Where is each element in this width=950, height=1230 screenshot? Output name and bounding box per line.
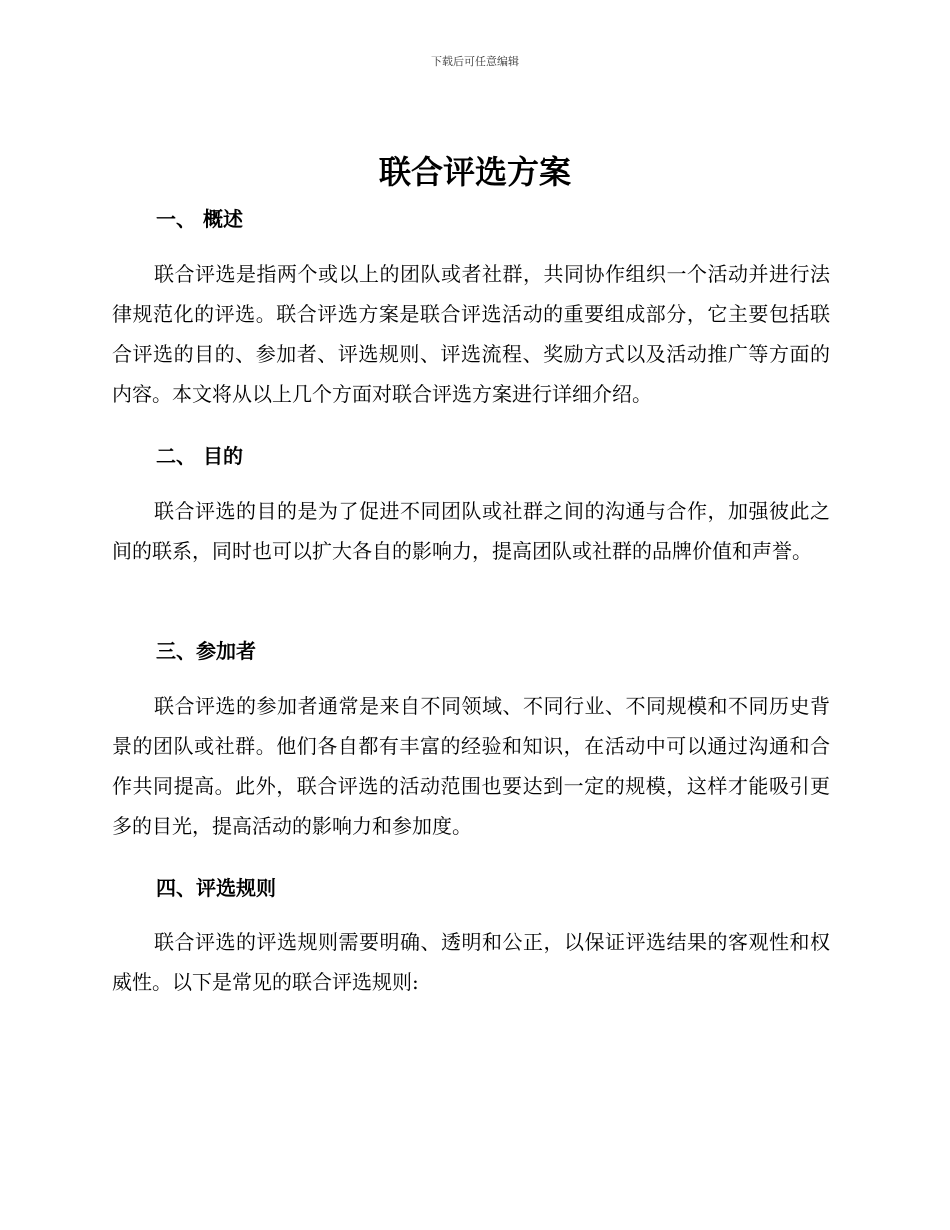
section-heading-purpose: 二、 目的: [156, 444, 243, 468]
section-heading-rules: 四、评选规则: [156, 876, 276, 900]
section-paragraph-participants: 联合评选的参加者通常是来自不同领域、不同行业、不同规模和不同历史背景的团队或社群。他们各自都有丰富的经验和知识，在活动中可以通过沟通和合作共同提高。此外，联合评选的活动范围也要达到一定的规模，这样才能吸引更多的目光，提高活动的影响力和参加度。: [112, 694, 830, 838]
section-paragraph-overview: 联合评选是指两个或以上的团队或者社群，共同协作组织一个活动并进行法律规范化的评选。联合评选方案是联合评选活动的重要组成部分，它主要包括联合评选的目的、参加者、评选规则、评选流程、奖励方式以及活动推广等方面的内容。本文将从以上几个方面对联合评选方案进行详细介绍。: [112, 262, 830, 406]
page-header-note: 下载后可任意编辑: [431, 55, 519, 68]
section-paragraph-purpose: 联合评选的目的是为了促进不同团队或社群之间的沟通与合作，加强彼此之间的联系，同时也可以扩大各自的影响力，提高团队或社群的品牌价值和声誉。: [112, 499, 830, 563]
section-heading-overview: 一、 概述: [156, 207, 243, 231]
section-heading-participants: 三、参加者: [156, 639, 256, 663]
document-title: 联合评选方案: [378, 153, 571, 191]
section-paragraph-rules: 联合评选的评选规则需要明确、透明和公正，以保证评选结果的客观性和权威性。以下是常见的联合评选规则:: [112, 930, 830, 994]
